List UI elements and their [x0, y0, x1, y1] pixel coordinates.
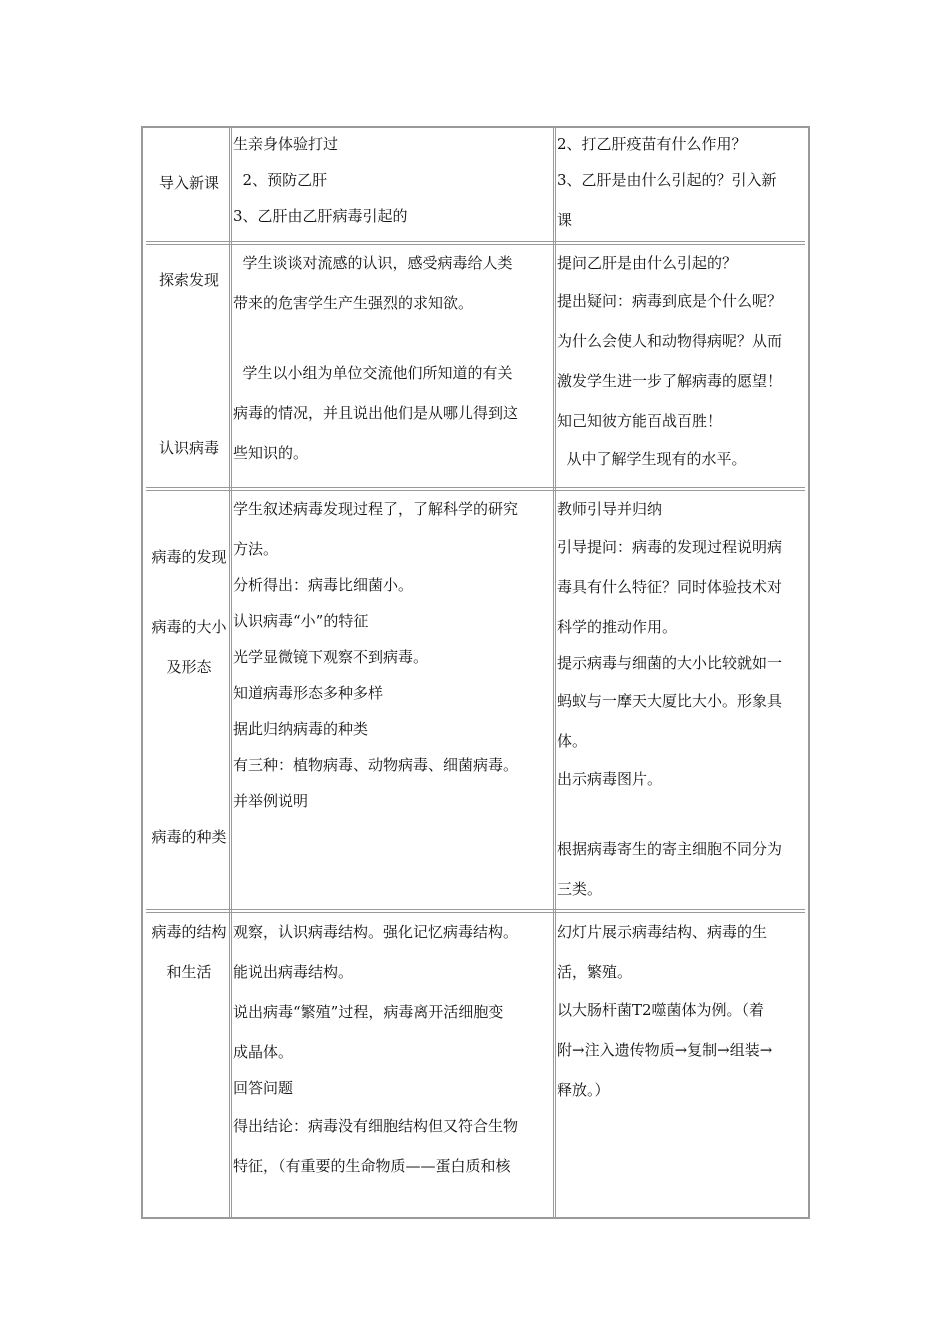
student-line: 能说出病毒结构。: [233, 963, 354, 981]
teacher-line: 活，繁殖。: [557, 963, 633, 981]
teacher-cell-3: [557, 498, 808, 908]
teacher-line: 出示病毒图片。: [557, 770, 663, 788]
teacher-line: 幻灯片展示病毒结构、病毒的生: [557, 923, 768, 941]
stage-line: 病毒的种类: [151, 828, 227, 846]
teacher-cell-2: [557, 252, 808, 484]
stage-line: 和生活: [166, 963, 212, 981]
stage-cell-3: [147, 498, 231, 908]
student-cell-4: [233, 921, 555, 1211]
teacher-line: 为什么会使人和动物得病呢？从而: [557, 332, 783, 350]
student-line: 学生叙述病毒发现过程了，了解科学的研究: [233, 500, 519, 518]
student-line: 光学显微镜下观察不到病毒。: [233, 648, 429, 666]
stage-cell-4: [147, 921, 231, 1211]
student-line: 并举例说明: [233, 792, 309, 810]
teacher-cell-4: [557, 921, 808, 1211]
teacher-line: 教师引导并归纳: [557, 500, 663, 518]
teacher-line: 三类。: [557, 880, 603, 898]
student-line: 2、预防乙肝: [233, 171, 328, 189]
student-line: 生亲身体验打过: [233, 135, 339, 153]
teacher-line: 从中了解学生现有的水平。: [557, 450, 747, 468]
stage-line: 及形态: [166, 658, 212, 676]
stage-line: 病毒的发现: [151, 548, 227, 566]
student-line: 观察，认识病毒结构。强化记忆病毒结构。: [233, 923, 519, 941]
student-line: 分析得出：病毒比细菌小。: [233, 576, 414, 594]
teacher-line: 引导提问：病毒的发现过程说明病: [557, 538, 783, 556]
student-cell-2: [233, 252, 555, 484]
student-line: 认识病毒“小”的特征: [233, 612, 369, 630]
student-line: 病毒的情况，并且说出他们是从哪儿得到这: [233, 404, 519, 422]
student-line: 学生以小组为单位交流他们所知道的有关: [233, 364, 513, 382]
student-line: 特征，（有重要的生命物质——蛋白质和核: [233, 1157, 511, 1175]
teacher-line: 体。: [557, 732, 588, 750]
student-line: 回答问题: [233, 1079, 294, 1097]
teacher-line: 根据病毒寄生的寄主细胞不同分为: [557, 840, 783, 858]
student-cell-3: [233, 498, 555, 908]
row-divider-1: [146, 241, 805, 245]
student-line: 些知识的。: [233, 444, 309, 462]
teacher-line: 知己知彼方能百战百胜！: [557, 412, 723, 430]
student-line: 方法。: [233, 540, 279, 558]
teacher-line: 课: [557, 211, 573, 229]
student-line: 学生谈谈对流感的认识，感受病毒给人类: [233, 254, 513, 272]
teacher-cell-1: [557, 133, 808, 241]
teacher-line: 提问乙肝是由什么引起的？: [557, 254, 738, 272]
stage-cell-2: [147, 269, 231, 479]
teacher-line: 提示病毒与细菌的大小比较就如一: [557, 654, 783, 672]
stage-line: 病毒的结构: [151, 923, 227, 941]
student-line: 说出病毒“繁殖”过程，病毒离开活细胞变: [233, 1003, 504, 1021]
student-line: 据此归纳病毒的种类: [233, 720, 369, 738]
teacher-line: 3、乙肝是由什么引起的？引入新: [557, 171, 777, 189]
teacher-line: 附→注入遗传物质→复制→组装→: [557, 1041, 773, 1059]
teacher-line: 科学的推动作用。: [557, 618, 678, 636]
teacher-line: 提出疑问：病毒到底是个什么呢？: [557, 292, 783, 310]
teacher-line: 蚂蚁与一摩天大厦比大小。形象具: [557, 692, 783, 710]
row-divider-2: [146, 487, 805, 491]
stage-line: 探索发现: [158, 271, 219, 289]
lesson-plan-table: [141, 126, 810, 1219]
student-line: 知道病毒形态多种多样: [233, 684, 384, 702]
student-line: 得出结论：病毒没有细胞结构但又符合生物: [233, 1117, 519, 1135]
stage-line: 认识病毒: [158, 439, 219, 457]
teacher-line: 毒具有什么特征？同时体验技术对: [557, 578, 783, 596]
teacher-line: 2、打乙肝疫苗有什么作用？: [557, 135, 747, 153]
teacher-line: 激发学生进一步了解病毒的愿望！: [557, 372, 783, 390]
teacher-line: 以大肠杆菌T2噬菌体为例。（着: [557, 1001, 765, 1019]
stage-line: 病毒的大小: [151, 618, 227, 636]
student-line: 带来的危害学生产生强烈的求知欲。: [233, 294, 474, 312]
stage-line: 导入新课: [158, 174, 219, 192]
student-line: 3、乙肝由乙肝病毒引起的: [233, 207, 408, 225]
teacher-line: 释放。）: [557, 1081, 610, 1099]
row-divider-3: [146, 909, 805, 913]
student-line: 有三种：植物病毒、动物病毒、细菌病毒。: [233, 756, 519, 774]
stage-cell-1: [147, 172, 231, 232]
student-cell-1: [233, 133, 555, 241]
student-line: 成晶体。: [233, 1043, 294, 1061]
